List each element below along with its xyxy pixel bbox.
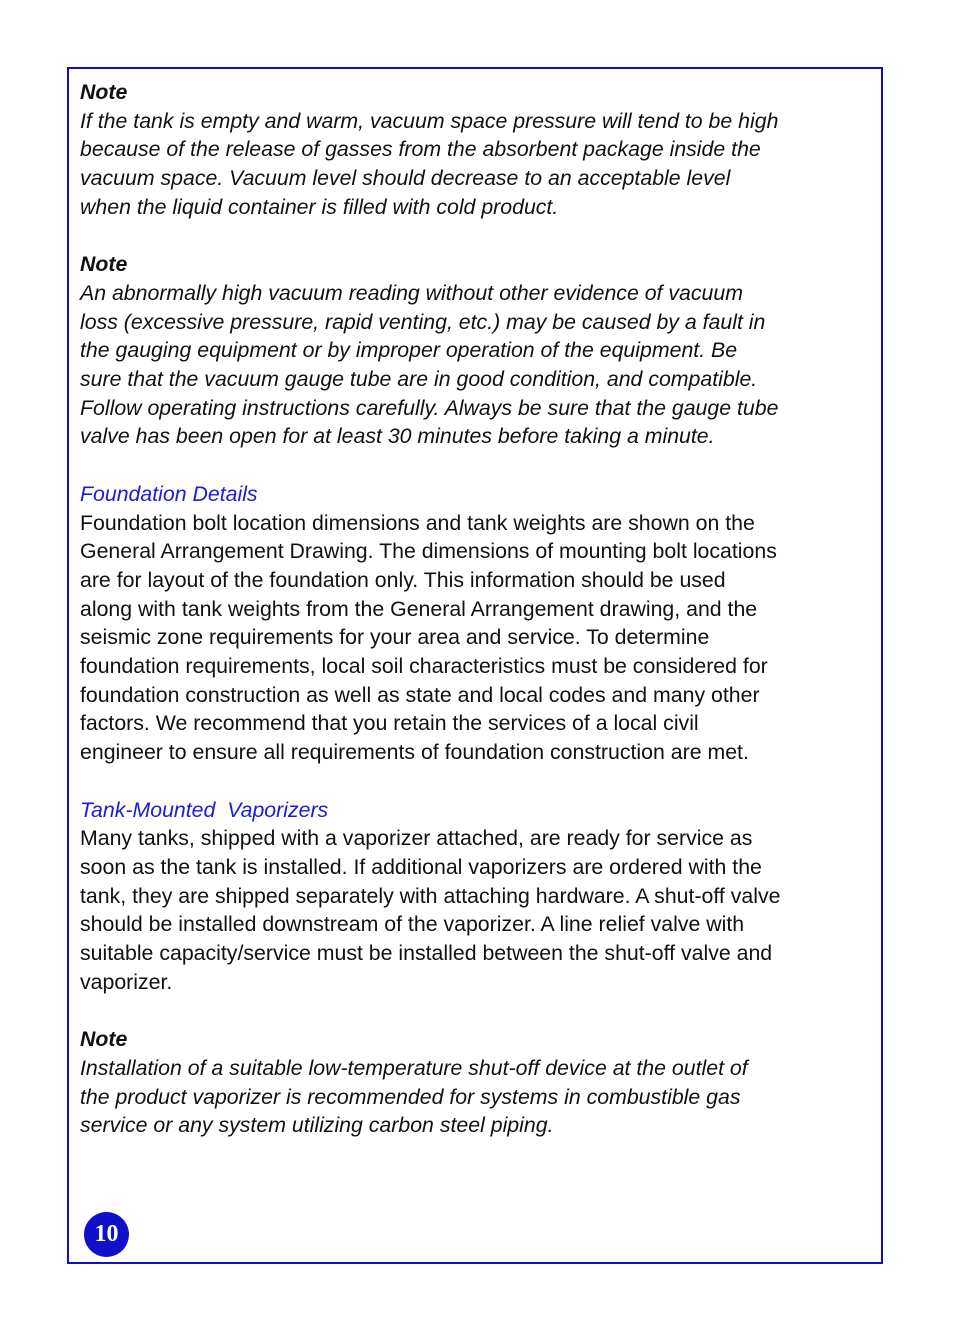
section-foundation-details xyxy=(80,480,880,767)
text-line: An abnormally high vacuum reading without other evidence of vacuum xyxy=(80,280,743,305)
note-block-vacuum-reading xyxy=(80,250,880,451)
text-line: are for layout of the foundation only. This information should be used xyxy=(80,567,726,592)
text-line: General Arrangement Drawing. The dimensions of mounting bolt locations xyxy=(80,539,777,564)
text-line: Installation of a suitable low-temperature shut-off device at the outlet of xyxy=(80,1055,748,1080)
text-line: If the tank is empty and warm, vacuum space pressure will tend to be high xyxy=(80,108,779,133)
note-block-vacuum-pressure xyxy=(80,78,880,222)
text-line: loss (excessive pressure, rapid venting, etc.) may be caused by a fault in xyxy=(80,309,766,334)
text-line: tank, they are shipped separately with attaching hardware. A shut-off valve xyxy=(80,883,781,908)
text-line: valve has been open for at least 30 minutes before taking a minute. xyxy=(80,424,715,449)
page-content xyxy=(80,78,880,1169)
text-line: foundation requirements, local soil characteristics must be considered for xyxy=(80,654,768,679)
note-label: Note xyxy=(80,80,128,104)
note-text xyxy=(80,279,880,451)
text-line: factors. We recommend that you retain the services of a local civil xyxy=(80,711,699,736)
text-line: along with tank weights from the General Arrangement drawing, and the xyxy=(80,596,758,621)
text-line: foundation construction as well as state and local codes and many other xyxy=(80,682,760,707)
text-line: Foundation bolt location dimensions and tank weights are shown on the xyxy=(80,510,755,535)
text-line: sure that the vacuum gauge tube are in good condition, and compatible. xyxy=(80,367,758,392)
text-line: engineer to ensure all requirements of foundation construction are met. xyxy=(80,740,749,765)
text-line: seismic zone requirements for your area and service. To determine xyxy=(80,625,710,650)
note-label: Note xyxy=(80,252,128,277)
text-line: suitable capacity/service must be installed between the shut-off valve and xyxy=(80,941,773,966)
section-heading: Tank-Mounted Vaporizers xyxy=(80,797,329,822)
text-line: service or any system utilizing carbon steel piping. xyxy=(80,1113,554,1138)
section-text xyxy=(80,824,880,996)
text-line: when the liquid container is filled with cold product. xyxy=(80,194,559,219)
text-line: soon as the tank is installed. If additional vaporizers are ordered with the xyxy=(80,854,762,879)
text-line: vaporizer. xyxy=(80,969,173,994)
note-text xyxy=(80,107,880,222)
text-line: because of the release of gasses from the absorbent package inside the xyxy=(80,137,761,162)
section-tank-mounted-vaporizers xyxy=(80,796,880,997)
page-number-badge: 10 xyxy=(84,1212,129,1257)
text-line: the gauging equipment or by improper operation of the equipment. Be xyxy=(80,338,738,363)
note-block-shut-off-device xyxy=(80,1025,880,1140)
note-text xyxy=(80,1054,880,1140)
text-line: Follow operating instructions carefully. Always be sure that the gauge tube xyxy=(80,395,779,420)
section-heading: Foundation Details xyxy=(80,481,258,506)
section-text xyxy=(80,509,880,767)
note-label: Note xyxy=(80,1027,128,1052)
text-line: Many tanks, shipped with a vaporizer attached, are ready for service as xyxy=(80,826,753,851)
text-line: the product vaporizer is recommended for systems in combustible gas xyxy=(80,1084,741,1109)
text-line: vacuum space. Vacuum level should decrease to an acceptable level xyxy=(80,166,731,191)
text-line: should be installed downstream of the vaporizer. A line relief valve with xyxy=(80,912,745,937)
